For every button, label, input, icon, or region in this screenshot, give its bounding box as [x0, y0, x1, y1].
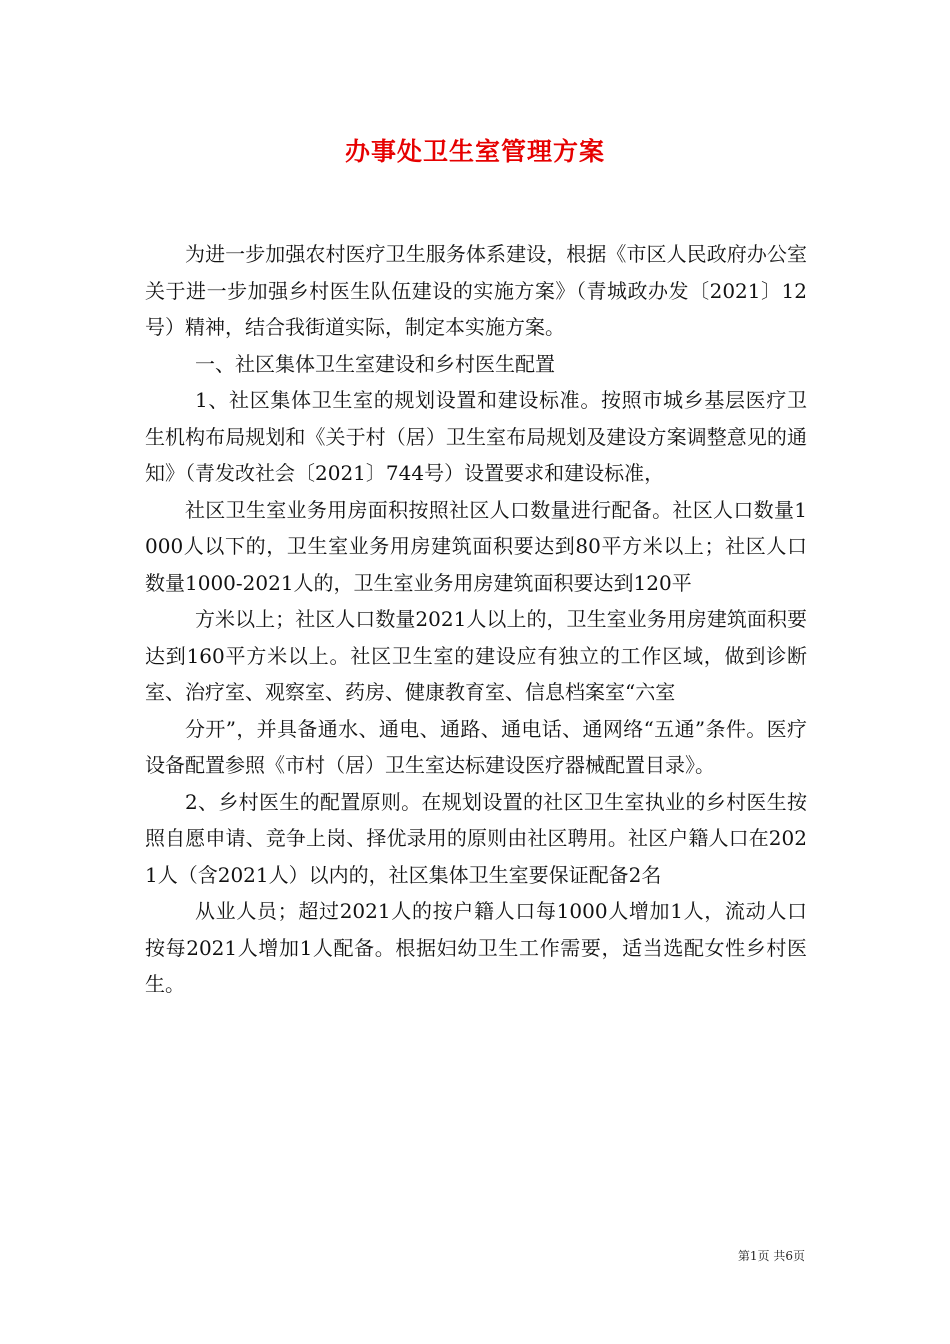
paragraph-area-standard: 社区卫生室业务用房面积按照社区人口数量进行配备。社区人口数量1000人以下的，卫生室业务用房建筑面积要达到80平方米以上；社区人口数量1000-2021人的，卫生室业务用房建筑面积要达到120平: [145, 497, 807, 595]
page-prefix: 第: [737, 1249, 750, 1263]
paragraph-intro: 为进一步加强农村医疗卫生服务体系建设，根据《市区人民政府办公室关于进一步加强乡村医生队伍建设的实施方案》（青城政办发〔2021〕12号）精神，结合我街道实际，制定本实施方案。: [145, 242, 807, 339]
total-pages: 6: [785, 1249, 793, 1263]
paragraph-area-continued: 方米以上；社区人口数量2021人以上的，卫生室业务用房建筑面积要达到160平方米以上。社区卫生室的建设应有独立的工作区域，做到诊断室、治疗室、观察室、药房、健康教育室、信息档案室“六室: [145, 607, 807, 704]
document-title: 办事处卫生室管理方案: [344, 137, 605, 166]
page-number-footer: [738, 1247, 805, 1264]
paragraph-item-1: 1、社区集体卫生室的规划设置和建设标准。按照市城乡基层医疗卫生机构布局规划和《关于村（居）卫生室布局规划及建设方案调整意见的通知》（青发改社会〔2021〕744号）设置要求和建设标准，: [145, 388, 807, 485]
page-mid: 页 共: [757, 1249, 786, 1263]
paragraph-equipment: 分开”，并具备通水、通电、通路、通电话、通网络“五通”条件。医疗设备配置参照《市村（居）卫生室达标建设医疗器械配置目录》。: [145, 716, 807, 777]
paragraph-staffing: 从业人员；超过2021人的按户籍人口每1000人增加1人，流动人口按每2021人增加1人配备。根据妇幼卫生工作需要，适当选配女性乡村医生。: [145, 899, 807, 996]
document-body: [145, 236, 807, 1003]
section-heading-1: 一、社区集体卫生室建设和乡村医生配置: [195, 351, 555, 376]
paragraph-item-2: 2、乡村医生的配置原则。在规划设置的社区卫生室执业的乡村医生按照自愿申请、竞争上岗、择优录用的原则由社区聘用。社区户籍人口在2021人（含2021人）以内的，社区集体卫生室要保证配备2名: [145, 789, 807, 887]
page-suffix: 页: [792, 1249, 805, 1263]
current-page: 1: [749, 1249, 758, 1263]
